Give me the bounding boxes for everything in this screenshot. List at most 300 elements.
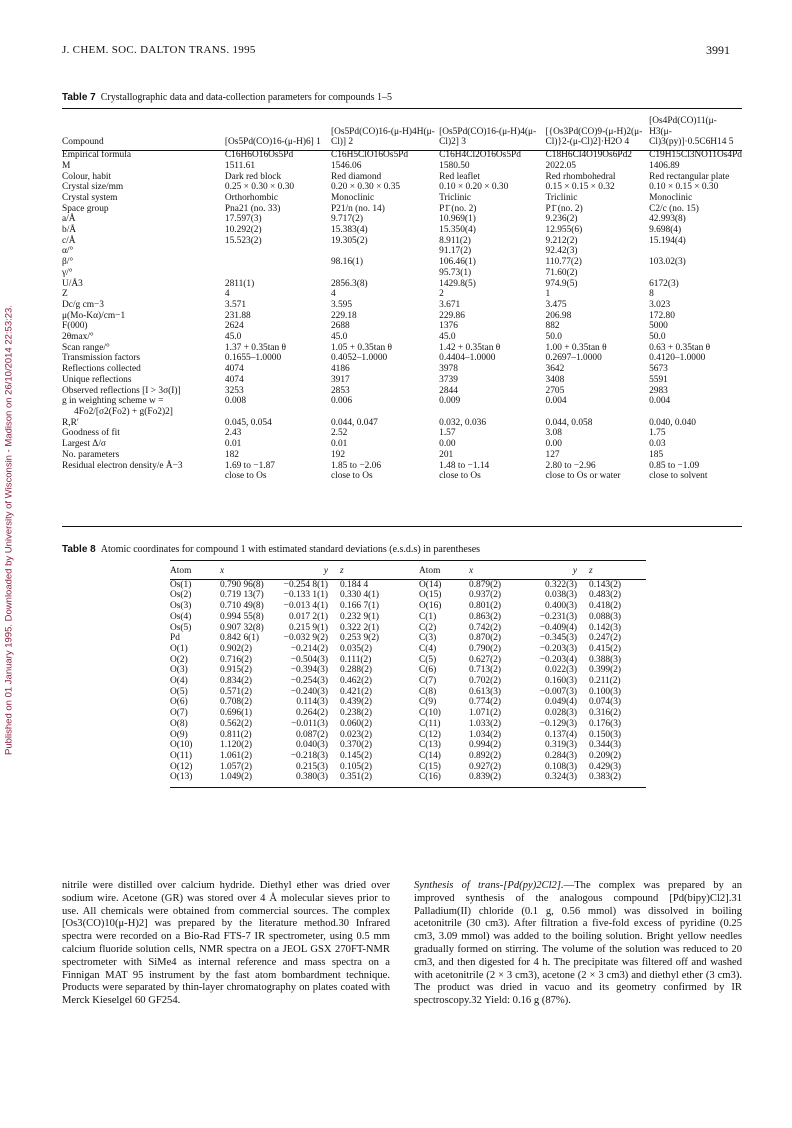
table7-cell: 42.993(8): [649, 214, 686, 225]
table8-row: [170, 772, 644, 783]
table7-cell: 5673: [649, 364, 668, 375]
coordinate-value: 0.088(3): [589, 611, 622, 622]
table7-cell: 5591: [649, 374, 668, 385]
table7-row: [62, 257, 742, 268]
table7-cell: 9.717(2): [330, 214, 363, 225]
table7-cell: 0.004: [649, 396, 671, 407]
table7-row-label: g in weighting scheme w =: [62, 396, 164, 407]
table7-row: [62, 353, 742, 364]
coordinate-value: −0.133 1(1): [283, 590, 328, 601]
table8-row: [170, 580, 644, 591]
atom-label: C(16): [419, 772, 441, 783]
table8-header-right-2: y: [572, 566, 577, 576]
atomic-coordinates-table: [170, 566, 644, 783]
table7-cell: 50.0: [545, 332, 562, 343]
table8-header-left-0: Atom: [170, 566, 192, 576]
table7-cell: 15.383(4): [330, 225, 368, 236]
coordinate-value: 0.696(1): [220, 708, 253, 719]
table7-cell: Red rectangular plate: [649, 171, 730, 182]
table7-cell: 882: [545, 321, 560, 332]
table7-cell: 2983: [649, 385, 668, 396]
coordinate-value: 1.071(2): [469, 708, 502, 719]
table7-row-label: Empirical formula: [62, 150, 131, 161]
coordinate-value: −0.011(3): [291, 718, 328, 729]
table7-cell: 45.0: [439, 332, 456, 343]
table8-row: [170, 665, 644, 676]
table7-cell: 2: [439, 289, 444, 300]
coordinate-value: 0.023(2): [340, 729, 373, 740]
table7-cell: Monoclinic: [649, 192, 693, 203]
coordinate-value: 0.028(3): [544, 708, 577, 719]
table7-cell: 1406.89: [649, 160, 680, 171]
table7-cell: 172.80: [649, 310, 675, 321]
coordinate-value: −0.394(3): [290, 665, 328, 676]
coordinate-value: 0.087(2): [295, 729, 328, 740]
table7-row-label: Goodness of fit: [62, 428, 120, 439]
atom-label: C(6): [419, 665, 437, 676]
table7-row-label: γ/°: [62, 267, 73, 278]
atom-label: O(14): [419, 579, 442, 590]
coordinate-value: 0.571(2): [220, 686, 253, 697]
table7-row: [62, 439, 742, 450]
table7-cell: 0.4404–1.0000: [439, 353, 496, 364]
body-right-column: [414, 880, 742, 1008]
coordinate-value: 0.710 49(8): [220, 601, 264, 612]
coordinate-value: 0.870(2): [469, 633, 502, 644]
table7-row-label: Z: [62, 289, 68, 300]
atom-label: O(9): [170, 729, 188, 740]
table8-caption-text: Atomic coordinates for compound 1 with estimated standard deviations (e.s.d.s) in parentheses: [100, 544, 481, 555]
atom-label: Os(5): [170, 622, 192, 633]
table8-row: [170, 762, 644, 773]
download-watermark: Published on 01 January 1995. Downloaded by University of Wisconsin - Madison on 26/10/2014 22:53:23.: [3, 305, 15, 755]
table7-cell: 5000: [649, 321, 668, 332]
table7-row: [62, 225, 742, 236]
coordinate-value: 0.839(2): [469, 772, 502, 783]
table8-header-left-2: y: [323, 566, 328, 576]
table7-row-label: Dc/g cm−3: [62, 299, 104, 310]
table7-cell: 3.475: [545, 299, 567, 310]
table7-cell: 106.46(1): [439, 257, 476, 268]
table8-top-rule: [170, 560, 646, 561]
coordinate-value: 1.033(2): [469, 718, 502, 729]
table8-row: [170, 740, 644, 751]
coordinate-value: 1.049(2): [220, 772, 253, 783]
table7-cell: 9.212(2): [545, 235, 578, 246]
table7-cell: 1511.61: [224, 160, 256, 171]
table7-row: [62, 300, 742, 311]
table7-header: [62, 116, 742, 150]
coordinate-value: 0.719 13(7): [220, 590, 264, 601]
table7-cell: C18H6Cl4O19Os6Pd2: [545, 150, 632, 161]
table8-row: [170, 687, 644, 698]
table8-row: [170, 719, 644, 730]
coordinate-value: 0.907 32(8): [220, 622, 264, 633]
table7-row-label: Unique reflections: [62, 374, 132, 385]
table7-cell: 1.85 to −2.06: [330, 460, 382, 471]
coordinate-value: 0.166 7(1): [340, 601, 380, 612]
table7-cell: [225, 407, 331, 418]
coordinate-value: 0.742(2): [469, 622, 502, 633]
table7-header-rule: [62, 150, 742, 151]
coordinate-value: 0.879(2): [469, 579, 502, 590]
atom-label: C(5): [419, 654, 437, 665]
table7-cell: 103.02(3): [649, 257, 686, 268]
table7-row-label: c/Å: [62, 235, 76, 246]
table7-cell: C16H4Cl2O16Os5Pd: [439, 150, 521, 161]
coordinate-value: 0.418(2): [589, 601, 622, 612]
table7-cell: 50.0: [649, 332, 666, 343]
atom-label: O(6): [170, 697, 188, 708]
table7-cell: [225, 268, 331, 279]
coordinate-value: 0.247(2): [589, 633, 622, 644]
table8-row: [170, 697, 644, 708]
coordinate-value: 0.238(2): [340, 708, 373, 719]
coordinate-value: 0.429(3): [589, 761, 622, 772]
coordinate-value: 0.288(2): [340, 665, 373, 676]
table7-cell: Dark red block: [224, 171, 282, 182]
table7-cell: 10.969(1): [439, 214, 476, 225]
table7-cell: [331, 407, 439, 418]
table7-row: [62, 450, 742, 461]
table7-cell: 0.25 × 0.30 × 0.30: [224, 182, 295, 193]
atom-label: O(15): [419, 590, 442, 601]
table7-cell: 185: [649, 449, 664, 460]
table7-cell: C19H15Cl3NO11Os4Pd: [649, 150, 742, 161]
atom-label: C(2): [419, 622, 437, 633]
atom-label: Os(1): [170, 579, 192, 590]
coordinate-value: 0.399(2): [589, 665, 622, 676]
coordinate-value: 0.100(3): [589, 686, 622, 697]
coordinate-value: 0.137(4): [544, 729, 577, 740]
coordinate-value: 1.120(2): [220, 740, 253, 751]
coordinate-value: −0.254 8(1): [283, 579, 328, 590]
coordinate-value: 0.400(3): [544, 601, 577, 612]
table7-row: [62, 418, 742, 429]
table7-cell: 1.42 + 0.35tan θ: [439, 342, 501, 353]
table7-cell: 2856.3(8): [330, 278, 368, 289]
table7-cell: 2.52: [330, 428, 348, 439]
coordinate-value: 0.160(3): [544, 676, 577, 687]
table7-cell: 1.57: [439, 428, 456, 439]
coordinate-value: 0.215 9(1): [288, 622, 328, 633]
coordinate-value: 0.462(2): [340, 676, 373, 687]
table7-cell: [331, 246, 439, 257]
table7-cell: 0.032, 0.036: [439, 417, 487, 428]
atom-label: O(10): [170, 740, 193, 751]
atom-label: O(3): [170, 665, 188, 676]
coordinate-value: 0.022(3): [544, 665, 577, 676]
table7-row: [62, 375, 742, 386]
coordinate-value: 0.562(2): [220, 718, 253, 729]
table7-cell: 974.9(5): [545, 278, 578, 289]
table7-cell: 3739: [439, 374, 458, 385]
coordinate-value: 0.716(2): [220, 654, 253, 665]
table7-cell: 3.08: [545, 428, 562, 439]
table7-row-label: U/Å3: [62, 278, 83, 289]
coordinate-value: 0.439(2): [340, 697, 373, 708]
table7-cell: P1̄ (no. 2): [439, 203, 477, 214]
atom-label: O(8): [170, 718, 188, 729]
table7-cell: 4186: [330, 364, 350, 375]
atom-label: O(2): [170, 654, 188, 665]
table7-cell: 3.671: [439, 299, 461, 310]
coordinate-value: 0.774(2): [469, 697, 502, 708]
coordinate-value: 0.145(2): [340, 750, 373, 761]
table7-cell: close to Os: [224, 471, 267, 482]
table7-cell: 206.98: [545, 310, 572, 321]
table7-cell: close to solvent: [649, 471, 708, 482]
table7-row: [62, 279, 742, 290]
table7-cell: 1580.50: [439, 160, 470, 171]
table7-cell: [649, 246, 742, 257]
table7-cell: 2688: [330, 321, 350, 332]
coordinate-value: 0.627(2): [469, 654, 502, 665]
table8-label: Table 8: [62, 544, 96, 555]
coordinate-value: 0.483(2): [589, 590, 622, 601]
table8-row: [170, 633, 644, 644]
table7-row-label: Residual electron density/e Å−3: [62, 460, 183, 471]
table7-cell: 12.955(6): [545, 225, 583, 236]
coordinate-value: 0.380(3): [295, 772, 328, 783]
coordinate-value: 1.057(2): [220, 761, 253, 772]
coordinate-value: 0.370(2): [340, 740, 373, 751]
table7-row-label: a/Å: [62, 214, 76, 225]
coordinate-value: 0.316(2): [589, 708, 622, 719]
table8-row: [170, 708, 644, 719]
table7-cell: 45.0: [224, 332, 242, 343]
table7-row: [62, 289, 742, 300]
table7-row-label: μ(Mo-Kα)/cm−1: [62, 310, 126, 321]
coordinate-value: 0.383(2): [589, 772, 622, 783]
table7-row-label: Reflections collected: [62, 364, 141, 375]
table7-cell: 0.044, 0.058: [545, 417, 593, 428]
coordinate-value: −0.214(2): [290, 643, 328, 654]
table7-row-label: Colour, habit: [62, 171, 112, 182]
table8-row: [170, 590, 644, 601]
coordinate-value: 0.421(2): [340, 686, 373, 697]
table7-row-label: Transmission factors: [62, 353, 141, 364]
coordinate-value: 0.105(2): [340, 761, 373, 772]
table7-row-label: 2θmax/°: [62, 332, 94, 343]
table7-header-compound-4: [{Os3Pd(CO)9-(μ-H)2(μ-Cl)}2-(μ-Cl)2]·H2O 4: [545, 126, 643, 148]
coordinate-value: 0.111(2): [340, 654, 372, 665]
table7-cell: 0.008: [224, 396, 246, 407]
table7-body: [62, 150, 742, 482]
table7-row: [62, 268, 742, 279]
table7-row: [62, 343, 742, 354]
atom-label: C(7): [419, 676, 437, 687]
table7-cell: [546, 407, 650, 418]
table7-row: [62, 161, 742, 172]
table7-row: [62, 471, 742, 482]
coordinate-value: 0.322 2(1): [340, 622, 380, 633]
atom-label: O(7): [170, 708, 188, 719]
table7-cell: 0.4052–1.0000: [330, 353, 388, 364]
table7-cell: Red rhombohedral: [545, 171, 616, 182]
table7-cell: Pna21 (no. 33): [224, 203, 281, 214]
table7-cell: 0.03: [649, 439, 666, 450]
coordinate-value: 0.994 55(8): [220, 611, 264, 622]
coordinate-value: 0.184 4: [340, 579, 369, 590]
table7-cell: 3978: [439, 364, 458, 375]
coordinate-value: 0.209(2): [589, 750, 622, 761]
coordinate-value: 0.040(3): [295, 740, 328, 751]
table7-cell: 2.80 to −2.96: [545, 460, 596, 471]
table7-cell: 182: [224, 449, 239, 460]
table7-row: [62, 311, 742, 322]
table7-cell: 0.006: [330, 396, 353, 407]
coordinate-value: 0.927(2): [469, 761, 502, 772]
table7-cell: 229.18: [330, 310, 357, 321]
table7-cell: 1429.8(5): [439, 278, 476, 289]
experimental-paragraph: nitrile were distilled over calcium hydride. Diethyl ether was dried over sodium wire. Acetone (GR) was stored over 4 Å molecular sieves prior to use. All chemicals were obtained from commercial sources. The complex [Os3(CO)10(μ-H)2] was prepared by the literature method.30 Infrared spectra were recorded on a Bio-Rad FTS-7 IR spectrometer, using 0.5 mm calcium fluoride solution cells, NMR spectra on a JEOL GSX 270FT-NMR spectrometer with SiMe4 as internal reference and mass spectra on a Finnigan MAT 95 instrument by the fast atom bombardment technique. Products were separated by thin-layer chromatography on plates coated with Merck Kieselgel 60 GF254.: [62, 880, 390, 1007]
table7-header-compound: Compound: [62, 137, 104, 148]
coordinate-value: 0.713(2): [469, 665, 502, 676]
coordinate-value: 0.892(2): [469, 750, 502, 761]
table7-row-label: R,R′: [62, 417, 79, 428]
table7-cell: 0.00: [439, 439, 456, 450]
coordinate-value: 0.994(2): [469, 740, 502, 751]
table7-row-label: b/Å: [62, 225, 77, 236]
table7-cell: Red diamond: [330, 171, 382, 182]
table7-cell: 3253: [224, 385, 244, 396]
coordinate-value: 0.038(3): [544, 590, 577, 601]
table7-cell: 4074: [224, 364, 244, 375]
coordinate-value: 0.937(2): [469, 590, 502, 601]
table7-row: [62, 204, 742, 215]
table7-row: [62, 214, 742, 225]
table7-row: [62, 172, 742, 183]
atom-label: C(12): [419, 729, 441, 740]
coordinate-value: 1.061(2): [220, 750, 253, 761]
atom-label: C(14): [419, 750, 441, 761]
table8-row: [170, 612, 644, 623]
table8-header-right-0: Atom: [419, 566, 441, 576]
synthesis-text: —The complex was prepared by an improved synthesis of the analogous compound [Pd(bipy)Cl2].31 Palladium(II) chloride (0.1 g, 0.56 mmol) was dissolved in boiling acetonitrile (30 cm3). After filtration a five-fold excess of pyridine (0.25 cm3, 3.09 mmol) was added to the boiling solution. Bright yellow needles gradually formed on stirring. The volume of the solution was reduced to 20 cm3, and then digested for 4 h. The precipitate was filtered off and washed with acetonitrile (2 × 3 cm3), acetone (2 × 3 cm3) and diethyl ether (3 cm3). The product was dried in vacuo and its geometry confirmed by IR spectroscopy.32 Yield: 0.16 g (87%).: [414, 880, 742, 1007]
table7-cell: 4074: [224, 374, 244, 385]
table7-row: [62, 182, 742, 193]
table7-cell: C16H5ClO16Os5Pd: [330, 150, 409, 161]
table7-cell: 8.911(2): [439, 235, 471, 246]
table7-cell: 0.009: [439, 396, 461, 407]
table7-cell: 15.523(2): [224, 235, 262, 246]
table7-cell: 1: [545, 289, 551, 300]
synthesis-paragraph: [414, 880, 742, 1008]
table7-cell: 4: [224, 289, 230, 300]
coordinate-value: −0.409(4): [539, 622, 577, 633]
coordinate-value: 0.708(2): [220, 697, 253, 708]
coordinate-value: 0.035(2): [340, 643, 373, 654]
table7-cell: [649, 407, 742, 418]
table8-header-left-3: z: [340, 566, 344, 576]
coordinate-value: 0.351(2): [340, 772, 373, 783]
table7-cell: Orthorhombic: [224, 192, 279, 203]
coordinate-value: −0.013 4(1): [283, 601, 328, 612]
table7-cell: 1.69 to −1.87: [224, 460, 275, 471]
table7-row-label: Crystal size/mm: [62, 182, 124, 193]
table7-cell: 192: [330, 449, 346, 460]
table7-cell: C2/c (no. 15): [649, 203, 699, 214]
coordinate-value: 0.253 9(2): [340, 633, 380, 644]
table7-cell: 1.05 + 0.35tan θ: [330, 342, 393, 353]
coordinate-value: 0.613(3): [469, 686, 502, 697]
table8-row: [170, 751, 644, 762]
table8-row: [170, 730, 644, 741]
table7-row: [62, 332, 742, 343]
table7-cell: 3.023: [649, 299, 671, 310]
table7-cell: 0.004: [545, 396, 567, 407]
table7-cell: [439, 407, 545, 418]
table7-row-label: No. parameters: [62, 449, 120, 460]
table7-cell: 1.75: [649, 428, 666, 439]
table7-bottom-rule: [62, 526, 742, 527]
table7-cell: 0.63 + 0.35tan θ: [649, 342, 711, 353]
body-left-column: [62, 880, 390, 1008]
table7-cell: [331, 268, 439, 279]
table7-cell: 0.045, 0.054: [224, 417, 272, 428]
table7-cell: 98.16(1): [330, 257, 363, 268]
atom-label: C(10): [419, 708, 441, 719]
atom-label: C(8): [419, 686, 437, 697]
table8-row: [170, 644, 644, 655]
table8-caption: [62, 544, 480, 555]
table7-row: [62, 407, 742, 418]
coordinate-value: 1.034(2): [469, 729, 502, 740]
table7-row-label: β/°: [62, 257, 74, 268]
atom-label: C(4): [419, 643, 437, 654]
table7-row: [62, 386, 742, 397]
table7-cell: Red leaflet: [439, 171, 481, 182]
table7-cell: 110.77(2): [545, 257, 582, 268]
table7-cell: [649, 268, 742, 279]
table7-cell: 2624: [224, 321, 244, 332]
table7-cell: 0.01: [224, 439, 242, 450]
table7-cell: 229.86: [439, 310, 465, 321]
table7-cell: 1376: [439, 321, 458, 332]
coordinate-value: −0.218(3): [290, 750, 328, 761]
atom-label: O(16): [419, 601, 442, 612]
coordinate-value: 0.842 6(1): [220, 633, 260, 644]
table7-cell: 6172(3): [649, 278, 679, 289]
atom-label: C(15): [419, 761, 441, 772]
table7-row: [62, 150, 742, 161]
table7-row-label: α/°: [62, 246, 74, 257]
coordinate-value: 0.176(3): [589, 718, 622, 729]
table7-cell: Triclinic: [439, 192, 472, 203]
coordinate-value: 0.143(2): [589, 579, 622, 590]
table8-row: [170, 601, 644, 612]
table7-header-compound-1: [Os5Pd(CO)16-(μ-H)6] 1: [224, 137, 321, 148]
table7-cell: 2705: [545, 385, 565, 396]
coordinate-value: 0.232 9(1): [340, 611, 380, 622]
journal-header: J. CHEM. SOC. DALTON TRANS. 1995: [62, 44, 256, 56]
table7-row-label: Crystal system: [62, 192, 118, 203]
table7-cell: 8: [649, 289, 654, 300]
page-number: 3991: [706, 43, 730, 57]
table7-cell: 1546.06: [330, 160, 362, 171]
table7-cell: 0.2697–1.0000: [545, 353, 602, 364]
table7-cell: close to Os: [439, 471, 481, 482]
table7-cell: 45.0: [330, 332, 348, 343]
coordinate-value: −0.203(3): [539, 643, 577, 654]
table7-cell: 3642: [545, 364, 565, 375]
atom-label: Os(3): [170, 601, 192, 612]
table7-cell: 1.00 + 0.35tan θ: [545, 342, 607, 353]
coordinate-value: 0.142(3): [589, 622, 622, 633]
table7-cell: 15.350(4): [439, 225, 476, 236]
synthesis-heading: Synthesis of trans-[Pd(py)2Cl2].: [414, 880, 564, 891]
